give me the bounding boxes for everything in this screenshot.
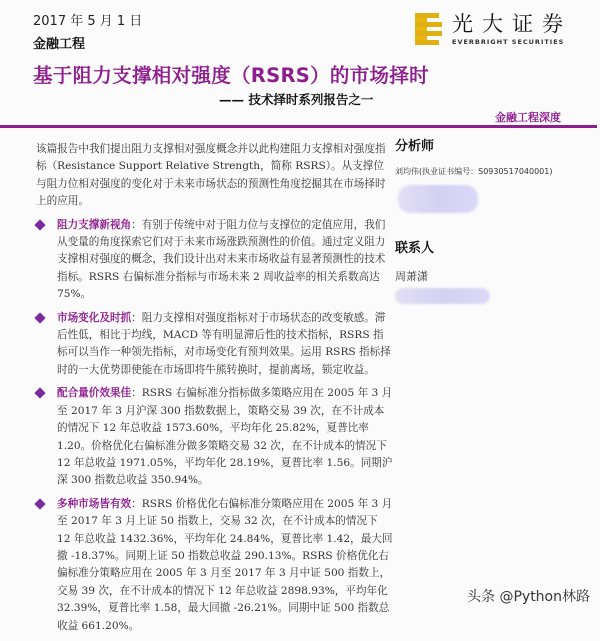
bullet-lead: 阻力支撑新视角 [57,218,132,231]
redacted-contact-blur [398,185,478,213]
company-logo [415,12,572,46]
page-subtitle: —— 技术择时系列报告之一 [219,92,374,107]
analyst-heading: 分析师 [395,139,435,154]
contact-heading: 联系人 [395,241,435,256]
everbright-logo-icon [415,13,442,45]
header-divider [0,125,597,128]
bullet-text: ：有别于传统中对于阻力位与支撑位的定值应用，我们从变量的角度探索它们对于未来市场涨跌预测性的价值。通过定义阻力支撑相对强度的概念，我们设计出对未来市场收益有显著预测性的技术指标。RSRS 右偏标准分指标与市场未来 2 周收益率的相关系数高达 75%。 [57,218,386,301]
watermark: 头条 @Python林路 [467,589,590,605]
intro-paragraph: 该篇报告中我们提出阻力支撑相对强度概念并以此构建阻力支撑相对强度指标（Resistance Support Relative Strength，简称 RSRS）。从支撑位与阻力位相对强度的变化对于未来市场状态的预测性角度挖掘其在市场择时上的应用。 [36,143,386,208]
logo-name-en: EVERBRIGHT SECURITIES [452,38,565,46]
bullet-lead: 多种市场皆有效 [57,497,132,510]
diamond-bullet-icon [34,219,45,230]
bullet-text: ：阻力支撑相对强度指标对于市场状态的改变敏感。滞后性低，相比于均线，MACD 等有明显滞后性的技术指标，RSRS 指标可以当作一种领先指标，对市场变化有预判效果。运用 RSRS 指标择时的一大优势即使能在市场即将牛熊转换时，提前离场，锁定收益。 [57,311,391,376]
diamond-bullet-icon [34,312,45,323]
bullet-text: ：RSRS 右偏标准分指标做多策略应用在 2005 年 3 月至 2017 年 3 月沪深 300 指数数据上，策略交易 39 次，在不计成本的情况下 12 年总收益 1573.60%，平均年化 25.82%，夏普比率 1.20。价格优化右偏标准分做多策略交易 32 次，在不计成本的情况下 12 年总收益 1971.05%，平均年化 28.19%，夏普比率 1.56。同期沪深 300 指数总收益 350.94%。 [57,387,393,487]
bullet-item [36,496,394,635]
redacted-contact-blur [395,288,490,304]
diamond-bullet-icon [34,388,45,399]
bullet-item [36,385,394,489]
department-label: 金融工程 [33,37,86,52]
summary-body [36,141,394,641]
bullet-item [36,217,394,304]
page-title: 基于阻力支撑相对强度（RSRS）的市场择时 [33,64,429,87]
bullet-item [36,310,394,380]
analyst-info: 刘均伟(执业证书编号：S0930517040001) [395,167,553,176]
bullet-lead: 市场变化及时抓 [57,311,132,324]
sidebar [395,135,595,304]
contact-name: 周萧潇 [395,270,428,283]
report-date: 2017 年 5 月 1 日 [33,14,143,29]
bullet-lead: 配合量价效果佳 [57,387,132,400]
bullet-text: ：RSRS 价格优化右偏标准分策略应用在 2005 年 3 月至 2017 年 3 月上证 50 指数上，交易 32 次，在不计成本的情况下 12 年总收益 1432.36%，平均年化 24.84%，夏普比率 1.42，最大回撤 -18.37%。同期上证 50 指数总收益 290.13%。RSRS 价格优化右偏标准分策略应用在 2005 年 3 月至 2017 年 3 月中证 500 指数上，交易 39 次，在不计成本的情况下 12 年总收益 2898.93%，平均年化 32.39%，夏普比率 1.58，最大回撤 -26.21%。同期中证 500 指数总收益 661.20%。 [57,497,393,632]
diamond-bullet-icon [34,498,45,509]
logo-name-cn: 光大证券 [452,12,572,36]
series-tag: 金融工程深度 [495,111,561,124]
